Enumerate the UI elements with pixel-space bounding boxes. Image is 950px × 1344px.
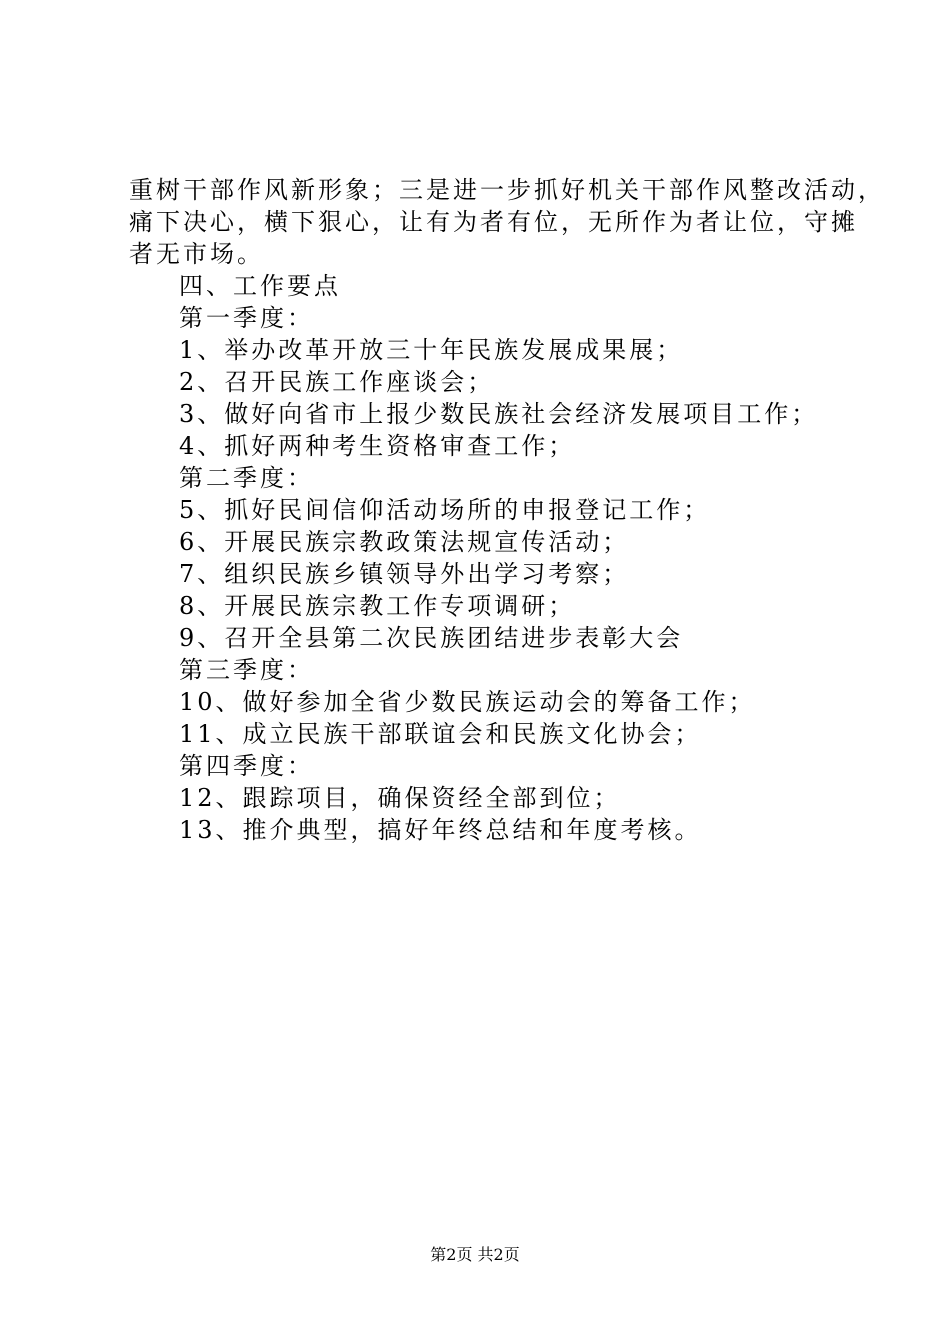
list-item: 3、做好向省市上报少数民族社会经济发展项目工作； <box>179 400 819 428</box>
list-item: 11、成立民族干部联谊会和民族文化协会； <box>179 720 702 748</box>
list-item: 4、抓好两种考生资格审查工作； <box>179 432 576 460</box>
list-item: 13、推介典型，搞好年终总结和年度考核。 <box>179 816 702 844</box>
list-item: 9、召开全县第二次民族团结进步表彰大会 <box>179 624 684 652</box>
page-number-label: 第2页 共2页 <box>430 1245 520 1264</box>
list-item: 12、跟踪项目，确保资经全部到位； <box>179 784 621 812</box>
list-item: 10、做好参加全省少数民族运动会的筹备工作； <box>179 688 756 716</box>
list-item: 7、组织民族乡镇领导外出学习考察； <box>179 560 630 588</box>
quarter-heading: 第一季度： <box>179 304 314 332</box>
intro-paragraph <box>129 174 885 270</box>
document-body <box>129 174 885 846</box>
list-item: 1、举办改革开放三十年民族发展成果展； <box>179 336 684 364</box>
text-line: 者无市场。 <box>129 240 264 268</box>
text-line: 重树干部作风新形象；三是进一步抓好机关干部作风整改活动， <box>129 176 885 204</box>
quarter-heading: 第二季度： <box>179 464 314 492</box>
quarter-heading: 第四季度： <box>179 752 314 780</box>
list-item: 5、抓好民间信仰活动场所的申报登记工作； <box>179 496 711 524</box>
page-footer <box>0 1245 950 1265</box>
list-item: 2、召开民族工作座谈会； <box>179 368 495 396</box>
section-heading: 四、工作要点 <box>179 272 341 300</box>
text-line: 痛下决心，横下狠心，让有为者有位，无所作为者让位，守摊 <box>129 208 858 236</box>
list-item: 6、开展民族宗教政策法规宣传活动； <box>179 528 630 556</box>
quarter-heading: 第三季度： <box>179 656 314 684</box>
list-item: 8、开展民族宗教工作专项调研； <box>179 592 576 620</box>
